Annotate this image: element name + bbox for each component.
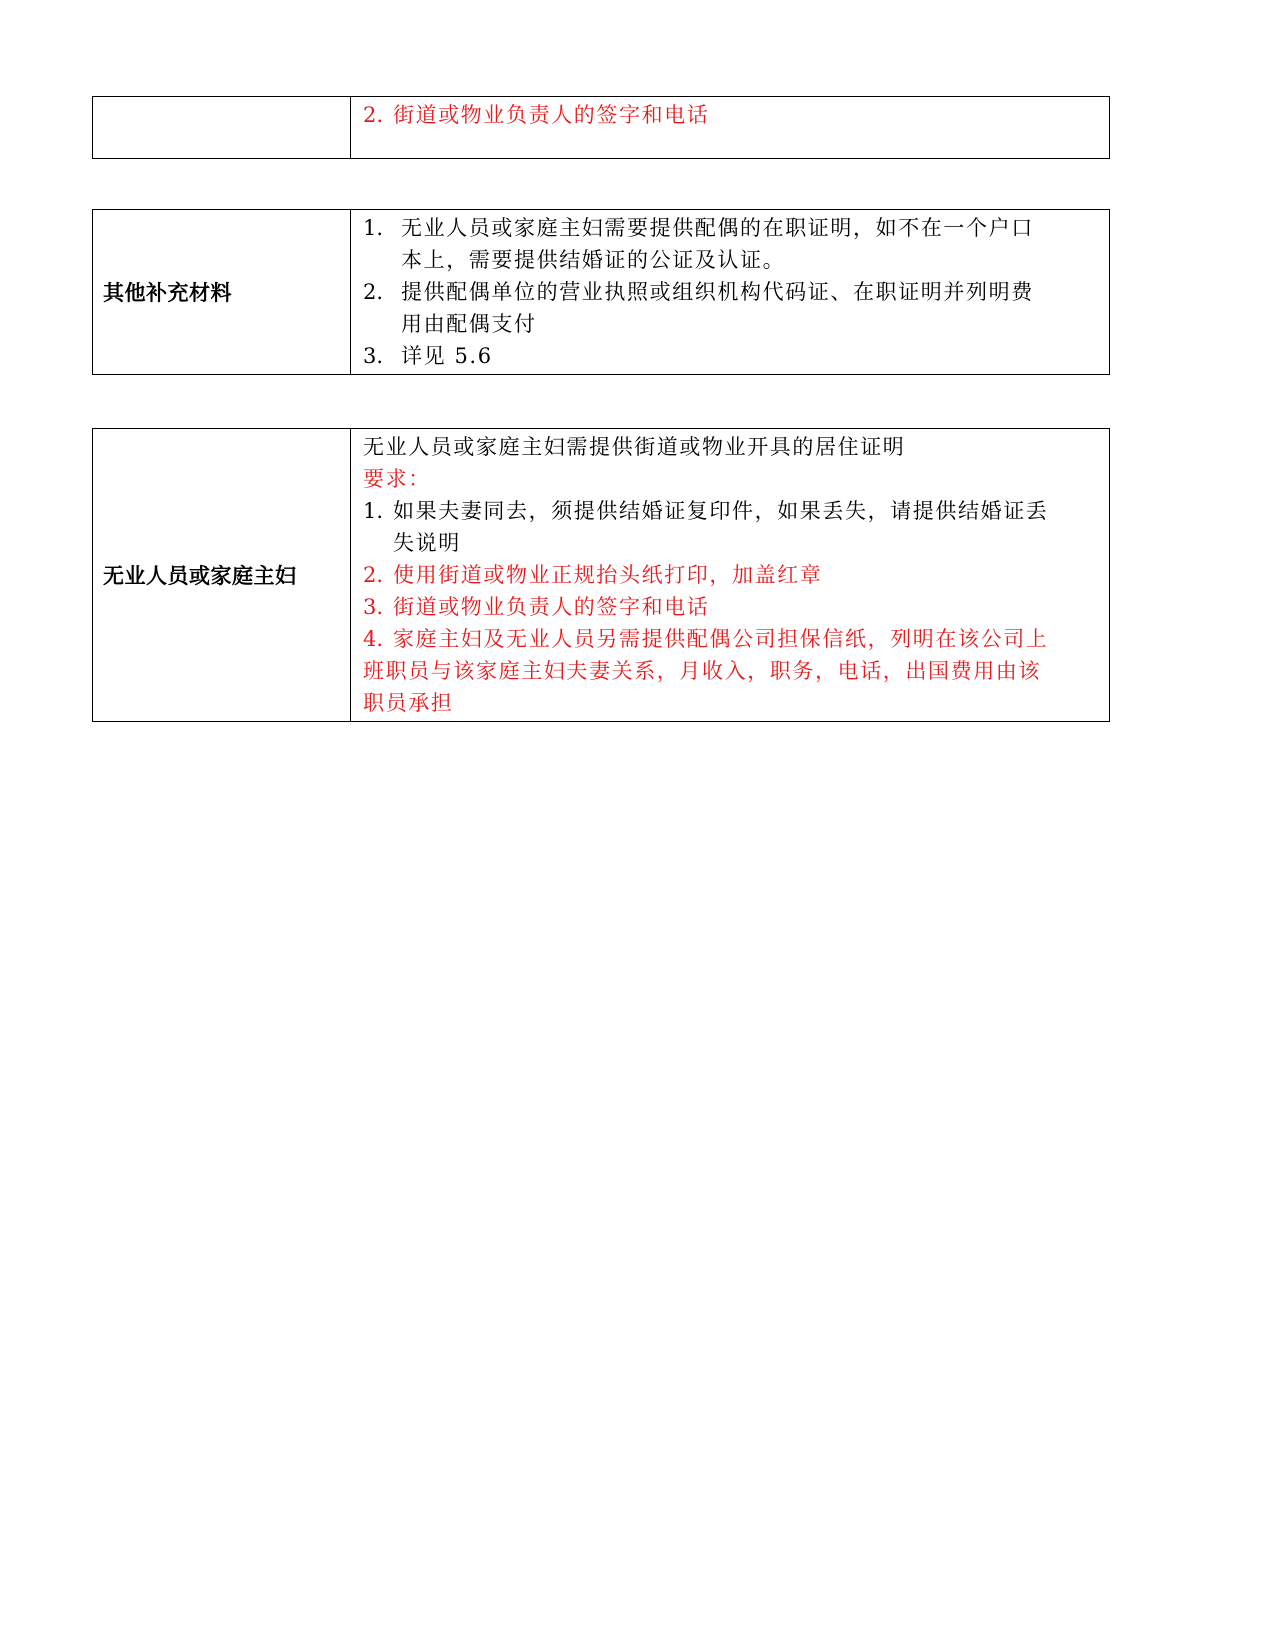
list-item-text: 街道或物业负责人的签字和电话 xyxy=(393,103,710,127)
list-item-text-line: 用由配偶支付 xyxy=(401,312,537,336)
table-label-cell xyxy=(93,210,351,375)
list-item-text-line: 职员承担 xyxy=(363,691,454,715)
list-item-number: 1. xyxy=(363,499,384,523)
table-row xyxy=(93,210,1110,375)
list-item xyxy=(363,276,1103,340)
table-unemployed-housewife xyxy=(92,428,1110,722)
list-item xyxy=(363,591,1103,623)
list-item-text-line: 无业人员或家庭主妇需要提供配偶的在职证明，如不在一个户口 xyxy=(401,216,1034,240)
list-item-text-line: 班职员与该家庭主妇夫妻关系，月收入，职务，电话，出国费用由该 xyxy=(363,659,1041,683)
table-row xyxy=(93,97,1110,159)
list-item-number: 2. xyxy=(363,103,384,127)
list-item-text-line: 家庭主妇及无业人员另需提供配偶公司担保信纸，列明在该公司上 xyxy=(393,627,1049,651)
list-item xyxy=(363,559,1103,591)
requirements-label: 要求： xyxy=(363,467,431,491)
list-item-text-line: 失说明 xyxy=(393,531,461,555)
list-item xyxy=(363,495,1103,559)
table-content-cell xyxy=(351,210,1110,375)
table-row xyxy=(93,429,1110,722)
list-item xyxy=(363,623,1103,719)
list-item-text-line: 本上，需要提供结婚证的公证及认证。 xyxy=(401,248,786,272)
list-item-number: 3. xyxy=(363,595,384,619)
list-item-text-line: 街道或物业负责人的签字和电话 xyxy=(393,595,710,619)
list-item-number: 2. xyxy=(363,563,384,587)
table-content-cell xyxy=(351,97,1110,159)
row-label: 其他补充材料 xyxy=(103,281,232,305)
intro-text: 无业人员或家庭主妇需提供街道或物业开具的居住证明 xyxy=(363,435,906,459)
table-label-cell-empty xyxy=(93,97,351,159)
list-item-number: 4. xyxy=(363,627,384,651)
list-item xyxy=(363,212,1103,276)
table-label-cell xyxy=(93,429,351,722)
list-item-text-line: 提供配偶单位的营业执照或组织机构代码证、在职证明并列明费 xyxy=(401,280,1034,304)
table-other-materials xyxy=(92,209,1110,375)
list-item-text-line: 如果夫妻同去，须提供结婚证复印件，如果丢失，请提供结婚证丢 xyxy=(393,499,1049,523)
list-item-text-line: 详见 5.6 xyxy=(401,344,493,368)
list-item-text-line: 使用街道或物业正规抬头纸打印，加盖红章 xyxy=(393,563,823,587)
list-item-number: 1. xyxy=(363,216,384,240)
table-content-cell xyxy=(351,429,1110,722)
row-label: 无业人员或家庭主妇 xyxy=(103,564,297,588)
list-item-number: 2. xyxy=(363,280,384,304)
list-item-number: 3. xyxy=(363,344,384,368)
list-item xyxy=(363,340,1103,372)
table-continued xyxy=(92,96,1110,159)
list-item xyxy=(363,99,1103,131)
